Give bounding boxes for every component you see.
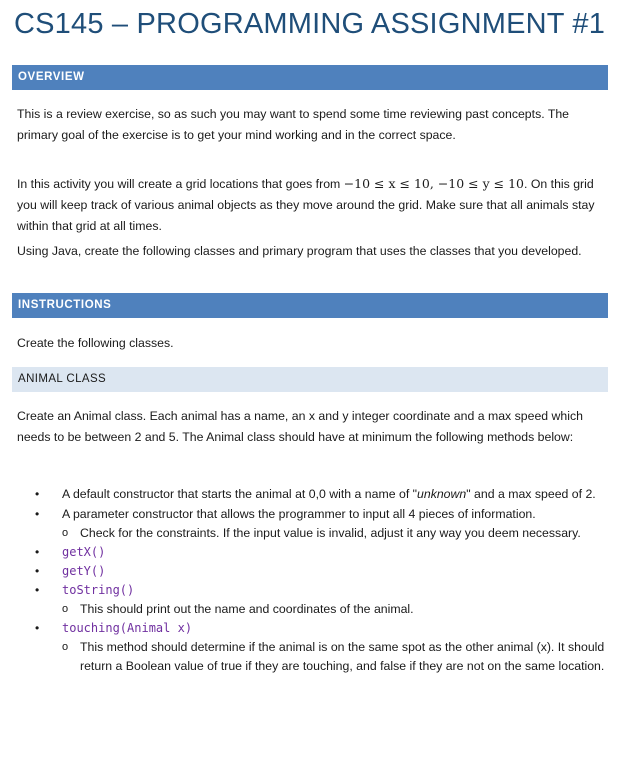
sub-list-item: [35, 638, 605, 676]
bullet-icon: •: [35, 583, 40, 597]
animal-class-description: Create an Animal class. Each animal has a name, an x and y integer coordinate and a max speed which needs to be between 2 and 5. The Animal class should have at minimum the following methods below:: [17, 409, 583, 444]
sub-bullet-icon: o: [62, 641, 69, 653]
grid-range-math: −10 ≤ x ≤ 10, −10 ≤ y ≤ 10: [343, 176, 525, 191]
sub-list-item: [35, 600, 605, 619]
sub-bullet-icon: o: [62, 527, 69, 539]
bullet-icon: •: [35, 545, 40, 559]
method-tostring: toString(): [62, 583, 135, 597]
list-item-getx: [35, 543, 605, 562]
sub-list: [62, 638, 605, 676]
list-item-touching: [35, 619, 605, 676]
page-title: CS145 – PROGRAMMING ASSIGNMENT #1: [14, 8, 606, 40]
overview-heading: OVERVIEW: [12, 65, 608, 90]
instructions-heading: INSTRUCTIONS: [12, 293, 608, 318]
sub-list: [62, 524, 605, 543]
sub-list-item: [35, 524, 605, 543]
method-list: [35, 485, 605, 676]
item-text: A parameter constructor that allows the programmer to input all 4 pieces of information.: [62, 507, 536, 521]
bullet-icon: •: [35, 487, 40, 501]
list-item-gety: [35, 562, 605, 581]
overview-paragraph-1: This is a review exercise, so as such you may want to spend some time reviewing past concepts. The primary goal of the exercise is to get your mind working and in the correct space.: [17, 107, 570, 142]
sub-item-text: This method should determine if the animal is on the same spot as the other animal (x). It should return a Boolean value of true if they are touching, and false if they are not on the same location.: [80, 640, 605, 673]
sub-item-text: Check for the constraints. If the input value is invalid, adjust it any way you deem necessary.: [80, 526, 581, 540]
unknown-emphasis: unknown: [417, 487, 467, 501]
item-text-rest: " and a max speed of 2.: [466, 487, 596, 501]
overview-paragraph-2-text: In this activity you will create a grid locations that goes from: [17, 177, 344, 191]
method-touching: touching(Animal x): [62, 621, 193, 635]
sub-bullet-icon: o: [62, 603, 69, 615]
instructions-intro: Create the following classes.: [17, 336, 174, 350]
list-item-default-constructor: [35, 485, 605, 504]
overview-paragraph-3: Using Java, create the following classes and primary program that uses the classes that you developed.: [17, 244, 582, 258]
bullet-icon: •: [35, 621, 40, 635]
sub-list: [62, 600, 605, 619]
overview-paragraph-2: [17, 173, 602, 237]
list-item-tostring: [35, 581, 605, 619]
sub-item-text: This should print out the name and coordinates of the animal.: [80, 602, 414, 616]
bullet-icon: •: [35, 507, 40, 521]
method-gety: getY(): [62, 564, 106, 578]
method-getx: getX(): [62, 545, 106, 559]
overview-paragraph-2-rest: . On this grid you will keep track of various animal objects as they move around the grid. Make sure that all animals stay within that grid at all times.: [17, 177, 595, 233]
animal-class-heading: ANIMAL CLASS: [12, 367, 608, 392]
item-text: A default constructor that starts the animal at 0,0 with a name of ": [62, 487, 418, 501]
list-item-parameter-constructor: [35, 505, 605, 543]
bullet-icon: •: [35, 564, 40, 578]
